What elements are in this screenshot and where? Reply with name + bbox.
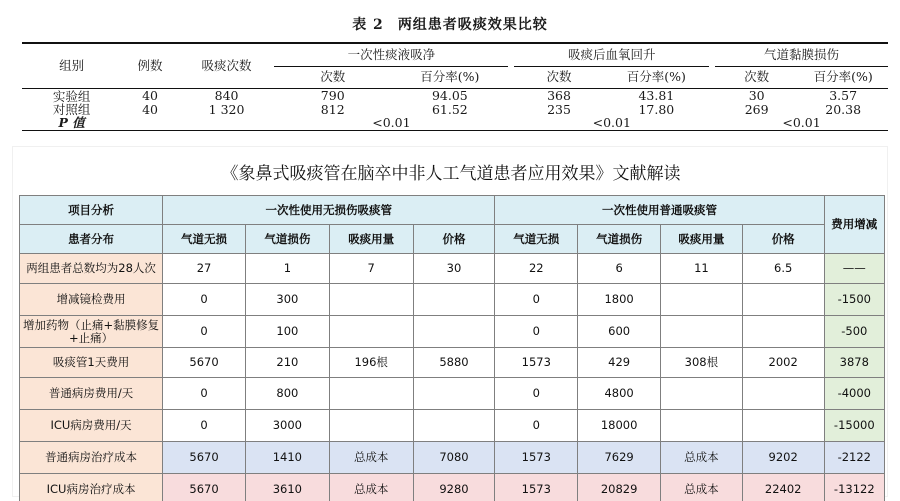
cost-table-cell: 总成本 [661, 442, 743, 474]
table1-header-group: 组别 [22, 43, 121, 88]
table1-sub-pct: 百分率(%) [798, 66, 888, 88]
cost-table-row [20, 410, 885, 442]
cost-table-cell [413, 316, 495, 348]
cost-table-cell: 0 [495, 410, 578, 442]
cost-table-cell: 总成本 [329, 442, 413, 474]
table1-cell: 43.81 [638, 87, 675, 103]
cost-change-cell: —— [824, 254, 884, 284]
cost-table-cell: 0 [495, 316, 578, 348]
table1-cell: 840 [214, 87, 239, 103]
table1-cell: 对照组 [52, 101, 91, 117]
cost-table-cell: 1573 [495, 474, 578, 501]
table1-cell: 94.05 [431, 87, 468, 103]
cost-table-cell [742, 316, 824, 348]
cost-table-cell: 11 [661, 254, 743, 284]
table1-p-label: P 值 [22, 117, 121, 131]
cost-table-cell [661, 284, 743, 316]
row-label: 增加药物（止痛+黏膜修复+止痛） [20, 316, 163, 348]
table1-cell: 790 [320, 87, 345, 103]
table1-cell: 235 [547, 101, 571, 117]
table1-cell: 20.38 [825, 101, 862, 117]
row-label: 两组患者总数均为28人次 [20, 254, 163, 284]
table1-caption-label: 表 2 [352, 17, 384, 33]
cost-analysis-title: 《象鼻式吸痰管在脑卒中非人工气道患者应用效果》文献解读 [221, 164, 681, 184]
table1-header-group2: 吸痰后血氧回升 [514, 43, 709, 66]
table1-header-suction: 吸痰次数 [179, 43, 274, 88]
cost-table-cell: 0 [163, 378, 246, 410]
table1-cell: 3.57 [829, 87, 858, 103]
cost-table-row [20, 316, 885, 348]
table1-cell: 30 [748, 87, 765, 103]
table1-cell: 61.52 [431, 101, 468, 117]
cost-table-cell [329, 410, 413, 442]
cost-table-cell: 300 [245, 284, 329, 316]
cost-change-cell: -4000 [824, 378, 884, 410]
cost-table-cell: 0 [163, 316, 246, 348]
cost-table-cell: 196根 [329, 348, 413, 378]
cost-change-cell: -500 [824, 316, 884, 348]
table1 [22, 42, 888, 131]
cost-table-row [20, 284, 885, 316]
cost-table-cell [413, 284, 495, 316]
cost-table-cell [329, 378, 413, 410]
cost-table-cell [742, 410, 824, 442]
table1-cell: 40 [142, 87, 158, 103]
table1-row [22, 103, 888, 117]
cost-change-cell: -13122 [824, 474, 884, 501]
cost-table-cell: 18000 [578, 410, 661, 442]
cost-table-cell: 6 [578, 254, 661, 284]
cost-table-cell: 1410 [245, 442, 329, 474]
table1-header-group1: 一次性痰液吸净 [274, 43, 508, 66]
table1-cell: 1 320 [208, 101, 245, 117]
cost-table-cell: 1800 [578, 284, 661, 316]
table1-cell: 40 [142, 101, 158, 117]
table1-p-row [22, 117, 888, 131]
cost-table-cell [413, 378, 495, 410]
cost-table-cell: 210 [245, 348, 329, 378]
cost-analysis-table [19, 195, 885, 501]
table1-header-row [22, 43, 888, 66]
cost-table-row [20, 348, 885, 378]
cost-table-cell: 0 [163, 410, 246, 442]
cost-subheader-row [20, 225, 885, 254]
cost-table-cell: 总成本 [329, 474, 413, 501]
cost-table-cell [329, 316, 413, 348]
cost-table-cell: 0 [495, 284, 578, 316]
cost-table-cell: 600 [578, 316, 661, 348]
row-label: 吸痰管1天费用 [20, 348, 163, 378]
header-project: 项目分析 [20, 196, 163, 225]
cost-table-cell: 7 [329, 254, 413, 284]
table1-p-value: <0.01 [514, 117, 709, 131]
table1-caption [0, 14, 900, 34]
header-patients: 患者分布 [20, 225, 163, 254]
cost-table-row [20, 378, 885, 410]
table1-sub-count: 次数 [514, 66, 603, 88]
subheader-cell: 气道无损 [163, 225, 246, 254]
table1-sub-pct: 百分率(%) [391, 66, 508, 88]
subheader-cell: 吸痰用量 [661, 225, 743, 254]
cost-table-cell: 800 [245, 378, 329, 410]
table1-sub-count: 次数 [274, 66, 391, 88]
cost-table-cell: 22 [495, 254, 578, 284]
cost-table-cell: 9280 [413, 474, 495, 501]
cost-table-row [20, 442, 885, 474]
cost-table-body [20, 254, 885, 501]
cost-change-cell: 3878 [824, 348, 884, 378]
cost-change-cell: -15000 [824, 410, 884, 442]
cost-table-cell: 7629 [578, 442, 661, 474]
subheader-cell: 气道损伤 [245, 225, 329, 254]
cost-table-cell: 7080 [413, 442, 495, 474]
table1-caption-text: 两组患者吸痰效果比较 [397, 17, 548, 33]
cost-table-cell: 20829 [578, 474, 661, 501]
row-label: 普通病房治疗成本 [20, 442, 163, 474]
table1-cell: 实验组 [52, 88, 91, 104]
cost-table-row [20, 474, 885, 501]
cost-table-cell: 0 [495, 378, 578, 410]
cost-table-cell: 9202 [742, 442, 824, 474]
cost-table-cell: 429 [578, 348, 661, 378]
cost-table-cell: 30 [413, 254, 495, 284]
cost-table-cell: 100 [245, 316, 329, 348]
table1-sub-count: 次数 [715, 66, 798, 88]
cost-table-cell [742, 378, 824, 410]
table1-row [22, 88, 888, 103]
table1-cell: 17.80 [638, 101, 675, 117]
row-label: ICU病房治疗成本 [20, 474, 163, 501]
cost-table-cell [329, 284, 413, 316]
row-label: ICU病房费用/天 [20, 410, 163, 442]
cost-change-cell: -2122 [824, 442, 884, 474]
cost-table-cell: 1 [245, 254, 329, 284]
table1-cell: 368 [547, 87, 571, 103]
cost-table-cell: 总成本 [661, 474, 743, 501]
table1-cell: 812 [320, 101, 345, 117]
cost-table-cell [661, 316, 743, 348]
subheader-cell: 气道损伤 [578, 225, 661, 254]
cost-table-cell: 2002 [742, 348, 824, 378]
cost-table-cell: 1573 [495, 442, 578, 474]
cost-table-cell: 5670 [163, 442, 246, 474]
cost-table-cell: 1573 [495, 348, 578, 378]
cost-table-cell: 22402 [742, 474, 824, 501]
subheader-cell: 气道无损 [495, 225, 578, 254]
row-label: 普通病房费用/天 [20, 378, 163, 410]
table1-p-value: <0.01 [274, 117, 508, 131]
subheader-cell: 价格 [742, 225, 824, 254]
cost-table-cell [413, 410, 495, 442]
header-group-a: 一次性使用无损伤吸痰管 [163, 196, 495, 225]
row-label: 增减镜检费用 [20, 284, 163, 316]
cost-table-cell: 27 [163, 254, 246, 284]
cost-table-cell: 0 [163, 284, 246, 316]
cost-table-cell: 3610 [245, 474, 329, 501]
table1-header-group3: 气道黏膜损伤 [715, 43, 888, 66]
cost-table-cell [661, 410, 743, 442]
table1-cell: 269 [744, 101, 769, 117]
cost-analysis-panel [12, 146, 888, 497]
cost-table-cell: 5880 [413, 348, 495, 378]
cost-table-cell: 5670 [163, 474, 246, 501]
cost-table-cell: 4800 [578, 378, 661, 410]
cost-table-cell [742, 284, 824, 316]
header-cost-change: 费用增减 [824, 196, 884, 254]
subheader-cell: 吸痰用量 [329, 225, 413, 254]
table1-p-value: <0.01 [715, 117, 888, 131]
cost-table-row [20, 254, 885, 284]
cost-table-cell: 5670 [163, 348, 246, 378]
cost-change-cell: -1500 [824, 284, 884, 316]
table1-sub-pct: 百分率(%) [604, 66, 709, 88]
table1-header-cases: 例数 [121, 43, 179, 88]
cost-header-row [20, 196, 885, 225]
cost-table-cell: 308根 [661, 348, 743, 378]
cost-table-cell [661, 378, 743, 410]
cost-table-cell: 3000 [245, 410, 329, 442]
cost-table-cell: 6.5 [742, 254, 824, 284]
subheader-cell: 价格 [413, 225, 495, 254]
header-group-b: 一次性使用普通吸痰管 [495, 196, 824, 225]
